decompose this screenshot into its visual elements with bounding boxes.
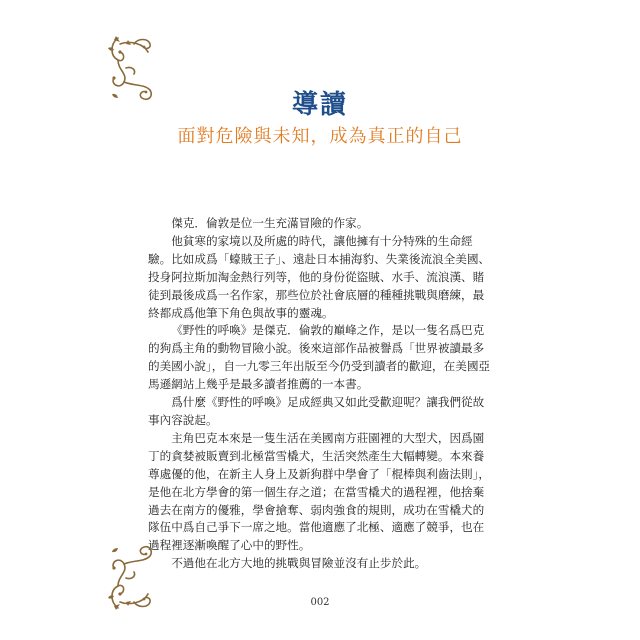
page-number: 002 <box>310 597 330 608</box>
page-subtitle: 面對危險與未知，成為真正的自己 <box>177 126 463 147</box>
paragraph: 不過他在北方大地的挑戰與冒險並沒有止步於此。 <box>171 556 427 571</box>
paragraph: 爲什麼《野性的呼喚》足成經典又如此受歡迎呢？讓我們從故事內容說起。 <box>148 395 485 427</box>
paragraph: 他貧寒的家境以及所處的時代，讓他擁有十分特殊的生命經驗。比如成爲「蠔賊王子」、遠赴日本捕海豹、失業後流浪全美國、投身阿拉斯加淘金熱行列等，他的身份從盜賊、水手、流浪漢、賭徒到最後成爲一名作家，那些位於社會底層的種種挑戰與磨練，最終都成爲他筆下角色與故事的靈魂。 <box>148 233 491 320</box>
body-text <box>148 215 493 573</box>
paragraph: 《野性的呼喚》是傑克．倫敦的巔峰之作，是以一隻名爲巴克的狗爲主角的動物冒險小說。後來這部作品被譽爲「世界被讀最多的美國小說」，自一九零三年出版至今仍受到讀者的歡迎，在美國亞馬遜網站上幾乎是最多讀者推薦的一本書。 <box>148 323 491 392</box>
paragraph: 傑克．倫敦是位一生充滿冒險的作家。 <box>171 216 369 230</box>
paragraph: 主角巴克本來是一隻生活在美國南方莊園裡的大型犬，因爲園丁的貪婪被販賣到北極當雪橇犬，生活突然產生大幅轉變。本來養尊處優的他，在新主人身上及新狗群中學會了「棍棒與利齒法則」，是他在北方學會的第一個生存之道；在當雪橇犬的過程裡，他捨棄過去在南方的優雅，學會搶奪、弱肉強食的規則，成功在雪橇犬的隊伍中爲自己爭下一席之地。當他適應了北極、適應了競爭，也在過程裡逐漸喚醒了心中的野性。 <box>148 430 491 553</box>
page-title: 導讀 <box>291 90 348 120</box>
